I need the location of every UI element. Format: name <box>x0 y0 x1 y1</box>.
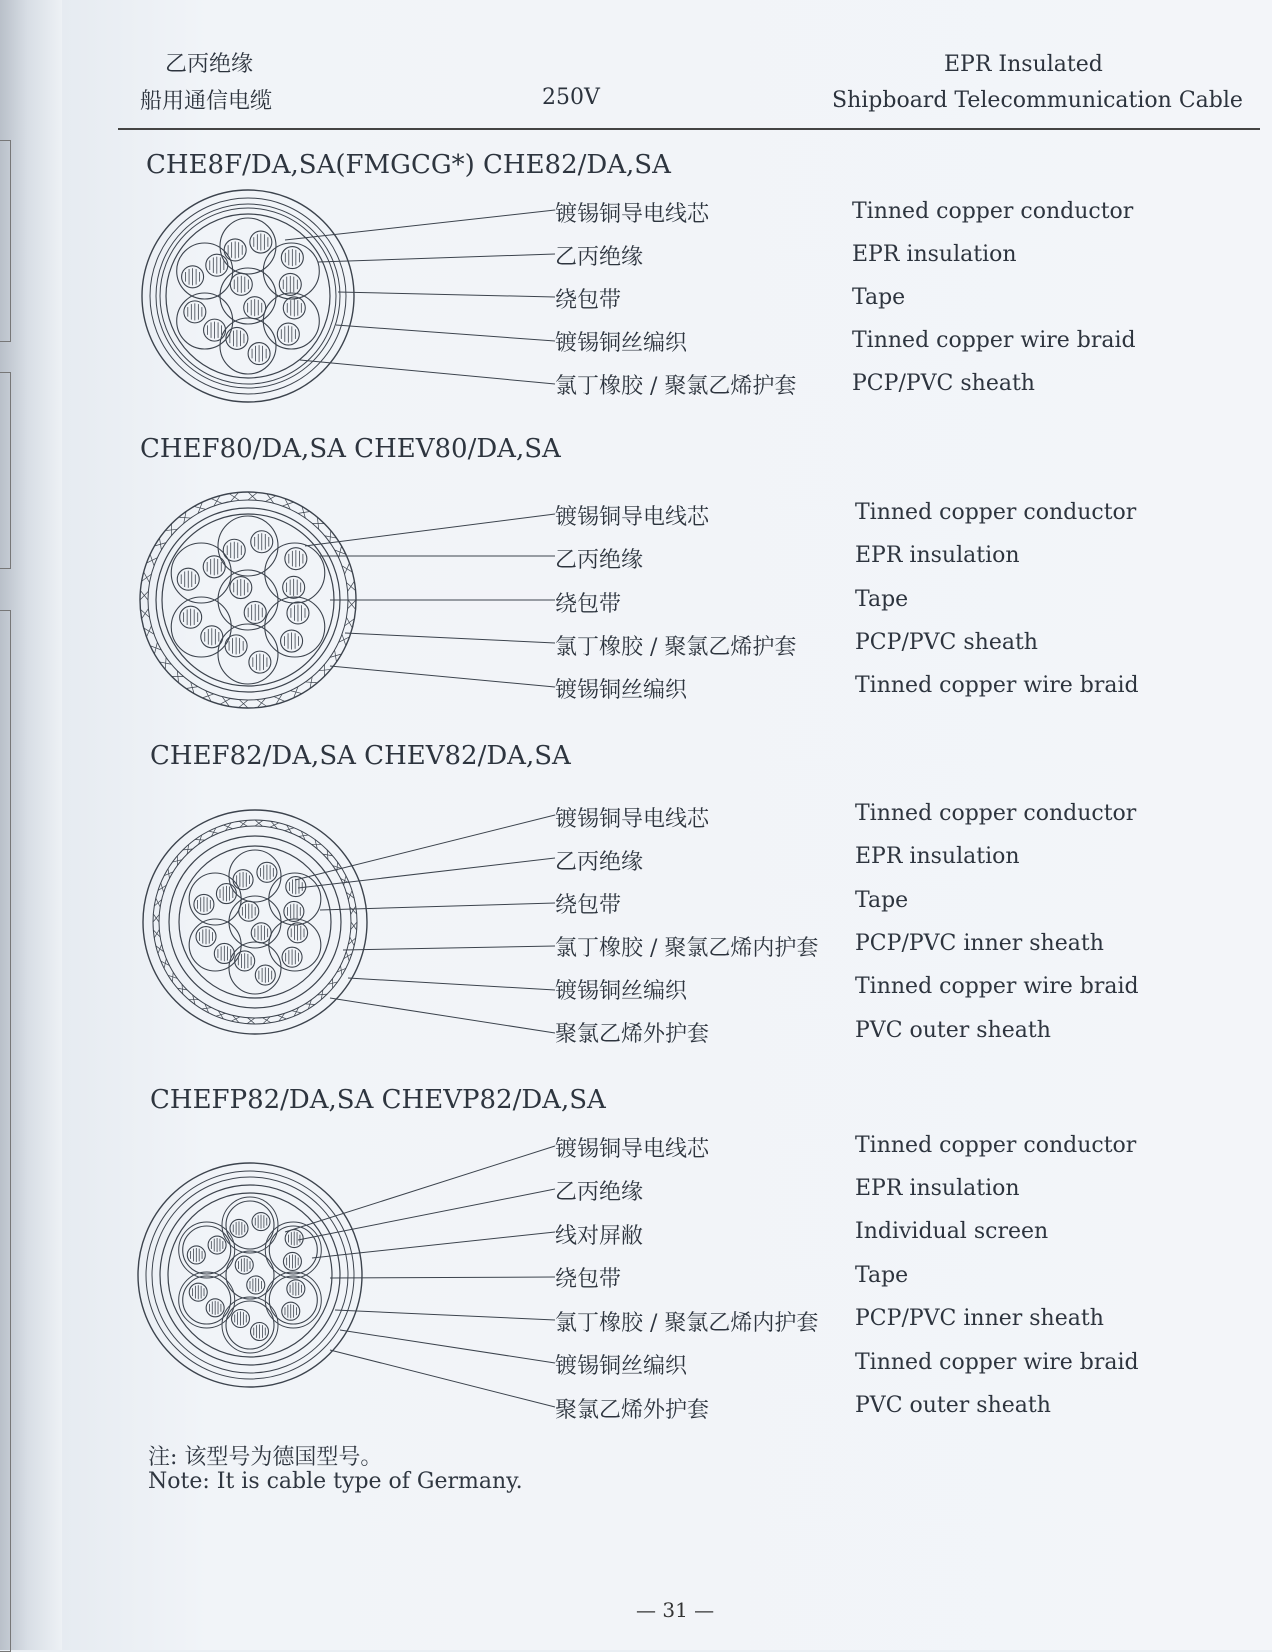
d2-leader-line <box>345 633 555 643</box>
s2-label-cn-3: 绕包带 <box>555 587 621 618</box>
d2-braid-mesh <box>345 563 350 574</box>
d2-braid-mesh <box>211 499 222 504</box>
s1-label-cn-5: 氯丁橡胶 / 聚氯乙烯护套 <box>555 369 796 400</box>
d1-pair-insulation <box>177 293 233 349</box>
d4-leader-line <box>312 1232 555 1258</box>
d3-braid-mesh <box>337 862 338 872</box>
d1-sheath-inner-edge <box>150 198 346 394</box>
d1-leader-line <box>300 360 555 384</box>
d3-braid-mesh <box>351 906 356 914</box>
s4-label-en-2: EPR insulation <box>855 1176 1020 1201</box>
s4-label-cn-3: 线对屏敝 <box>555 1219 643 1250</box>
d3-braid-mesh <box>239 821 247 826</box>
s3-label-en-1: Tinned copper conductor <box>855 801 1136 826</box>
header-en-line2: Shipboard Telecommunication Cable <box>832 88 1243 113</box>
s3-label-en-5: Tinned copper wire braid <box>855 974 1139 999</box>
d2-pair-insulation <box>265 543 325 603</box>
d1-pair-insulation <box>263 293 319 349</box>
d4-leader-line <box>335 1310 555 1320</box>
header-cn-line1: 乙丙绝缘 <box>165 47 253 78</box>
d1-center-pair-insulation <box>220 268 276 324</box>
d2-sheath-outer <box>156 508 340 692</box>
d3-leader-line <box>348 978 555 990</box>
d4-pair-insulation <box>183 1276 231 1324</box>
d4-braid-inner <box>152 1177 348 1373</box>
s2-label-en-1: Tinned copper conductor <box>855 500 1136 525</box>
d2-pair-insulation <box>218 624 278 684</box>
s1-label-en-5: PCP/PVC sheath <box>852 371 1035 396</box>
d3-braid-mesh <box>305 1004 315 1005</box>
s1-label-cn-3: 绕包带 <box>555 283 621 314</box>
page-number: — 31 — <box>636 1598 714 1622</box>
s1-label-en-4: Tinned copper wire braid <box>852 328 1136 353</box>
s3-label-cn-2: 乙丙绝缘 <box>555 845 643 876</box>
d2-pair-insulation <box>171 543 231 603</box>
note-cn: 注: 该型号为德国型号。 <box>148 1440 382 1471</box>
s3-label-en-2: EPR insulation <box>855 844 1020 869</box>
s4-label-en-6: Tinned copper wire braid <box>855 1350 1139 1375</box>
d2-braid-mesh <box>147 626 152 637</box>
d3-braid-outer <box>153 820 357 1024</box>
d1-pair-insulation <box>177 243 233 299</box>
s2-label-en-2: EPR insulation <box>855 543 1020 568</box>
s4-label-en-4: Tape <box>855 1263 908 1288</box>
d4-leader-line <box>298 1189 555 1240</box>
d1-braid-inner <box>160 208 336 384</box>
d3-leader-line <box>295 815 555 880</box>
s4-label-en-7: PVC outer sheath <box>855 1393 1051 1418</box>
s1-label-en-2: EPR insulation <box>852 242 1017 267</box>
d3-braid-mesh <box>158 944 162 953</box>
d1-leader-line <box>336 325 555 341</box>
d4-leader-line <box>330 1277 555 1278</box>
d3-pair-insulation <box>269 873 321 925</box>
section-title-2: CHEF80/DA,SA CHEV80/DA,SA <box>140 434 561 464</box>
s2-label-cn-4: 氯丁橡胶 / 聚氯乙烯护套 <box>555 630 796 661</box>
s4-label-cn-7: 聚氯乙烯外护套 <box>555 1393 709 1424</box>
d3-braid-mesh <box>348 890 352 899</box>
s4-label-cn-5: 氯丁橡胶 / 聚氯乙烯内护套 <box>555 1306 818 1337</box>
d4-leader-line <box>340 1330 555 1363</box>
s3-label-en-3: Tape <box>855 888 908 913</box>
s1-label-en-1: Tinned copper conductor <box>852 199 1133 224</box>
s3-label-cn-1: 镀锡铜导电线芯 <box>555 802 709 833</box>
d3-braid-mesh <box>195 839 205 840</box>
s4-label-en-1: Tinned copper conductor <box>855 1133 1136 1158</box>
s1-label-cn-1: 镀锡铜导电线芯 <box>555 197 709 228</box>
note-en: Note: It is cable type of Germany. <box>148 1469 523 1494</box>
s4-label-en-3: Individual screen <box>855 1219 1048 1244</box>
s1-label-cn-4: 镀锡铜丝编织 <box>555 326 687 357</box>
d1-outer-sheath <box>142 190 354 402</box>
header-en-line1: EPR Insulated <box>944 52 1103 77</box>
header-voltage: 250V <box>542 85 600 110</box>
d1-braid-outer <box>156 204 340 388</box>
s2-label-cn-1: 镀锡铜导电线芯 <box>555 500 709 531</box>
d2-leader-line <box>330 666 555 687</box>
d3-braid-mesh <box>223 825 232 829</box>
d4-braid-outer <box>146 1171 354 1379</box>
s2-label-en-4: PCP/PVC sheath <box>855 630 1038 655</box>
d3-leader-line <box>298 858 555 888</box>
s3-label-cn-6: 聚氯乙烯外护套 <box>555 1017 709 1048</box>
d2-braid-mesh <box>274 697 285 702</box>
d1-leader-line <box>285 210 555 240</box>
s4-label-cn-4: 绕包带 <box>555 1262 621 1293</box>
d3-pair-insulation <box>229 942 281 994</box>
d2-braid-mesh <box>179 517 191 518</box>
s4-label-cn-6: 镀锡铜丝编织 <box>555 1349 687 1380</box>
d2-braid-mesh <box>165 657 166 669</box>
d3-braid-inner <box>159 826 351 1018</box>
d3-braid-mesh <box>263 1018 271 1023</box>
d3-braid-mesh <box>172 972 173 982</box>
d2-braid-mesh <box>348 581 355 591</box>
section-title-1: CHE8F/DA,SA(FMGCG*) CHE82/DA,SA <box>146 150 671 180</box>
s3-label-en-4: PCP/PVC inner sheath <box>855 931 1104 956</box>
d2-pair-insulation <box>171 597 231 657</box>
header-cn-line2: 船用通信电缆 <box>140 84 272 115</box>
s3-label-cn-4: 氯丁橡胶 / 聚氯乙烯内护套 <box>555 931 818 962</box>
d3-braid-mesh <box>277 1015 286 1019</box>
s2-label-en-3: Tape <box>855 587 908 612</box>
d3-braid-mesh <box>154 930 159 938</box>
d3-pair-insulation <box>189 919 241 971</box>
d3-leader-line <box>343 946 555 950</box>
d3-inner-sheath <box>169 836 341 1008</box>
s4-label-cn-2: 乙丙绝缘 <box>555 1175 643 1206</box>
section-title-3: CHEF82/DA,SA CHEV82/DA,SA <box>150 741 571 771</box>
d2-leader-line <box>305 514 555 546</box>
d4-leader-line <box>285 1146 555 1232</box>
s2-label-cn-2: 乙丙绝缘 <box>555 543 643 574</box>
s3-label-cn-5: 镀锡铜丝编织 <box>555 974 687 1005</box>
s3-label-cn-3: 绕包带 <box>555 888 621 919</box>
s3-label-en-6: PVC outer sheath <box>855 1018 1051 1043</box>
d4-inner-sheath <box>160 1185 340 1365</box>
s4-label-en-5: PCP/PVC inner sheath <box>855 1306 1104 1331</box>
d4-pair-insulation <box>183 1226 231 1274</box>
d4-pair-insulation <box>269 1226 317 1274</box>
s4-label-cn-1: 镀锡铜导电线芯 <box>555 1132 709 1163</box>
d2-braid-mesh <box>229 494 239 501</box>
d1-leader-line <box>338 292 555 297</box>
s1-label-cn-2: 乙丙绝缘 <box>555 240 643 271</box>
s2-label-cn-5: 镀锡铜丝编织 <box>555 673 687 704</box>
s1-label-en-3: Tape <box>852 285 905 310</box>
section-title-4: CHEFP82/DA,SA CHEVP82/DA,SA <box>150 1085 606 1115</box>
d3-leader-line <box>330 998 555 1033</box>
d2-braid-mesh <box>142 609 149 619</box>
d1-leader-line <box>318 254 555 262</box>
d3-outer-sheath <box>143 810 367 1034</box>
d2-braid-mesh <box>330 531 331 543</box>
d4-leader-line <box>330 1350 555 1407</box>
d3-pair-insulation <box>269 919 321 971</box>
d2-braid-mesh <box>257 700 267 707</box>
d2-braid-inner <box>148 500 348 700</box>
d2-braid-mesh <box>305 682 317 683</box>
d1-pair-insulation <box>263 243 319 299</box>
d2-outer-braid <box>140 492 356 708</box>
s2-label-en-5: Tinned copper wire braid <box>855 673 1139 698</box>
d3-pair-insulation <box>189 873 241 925</box>
